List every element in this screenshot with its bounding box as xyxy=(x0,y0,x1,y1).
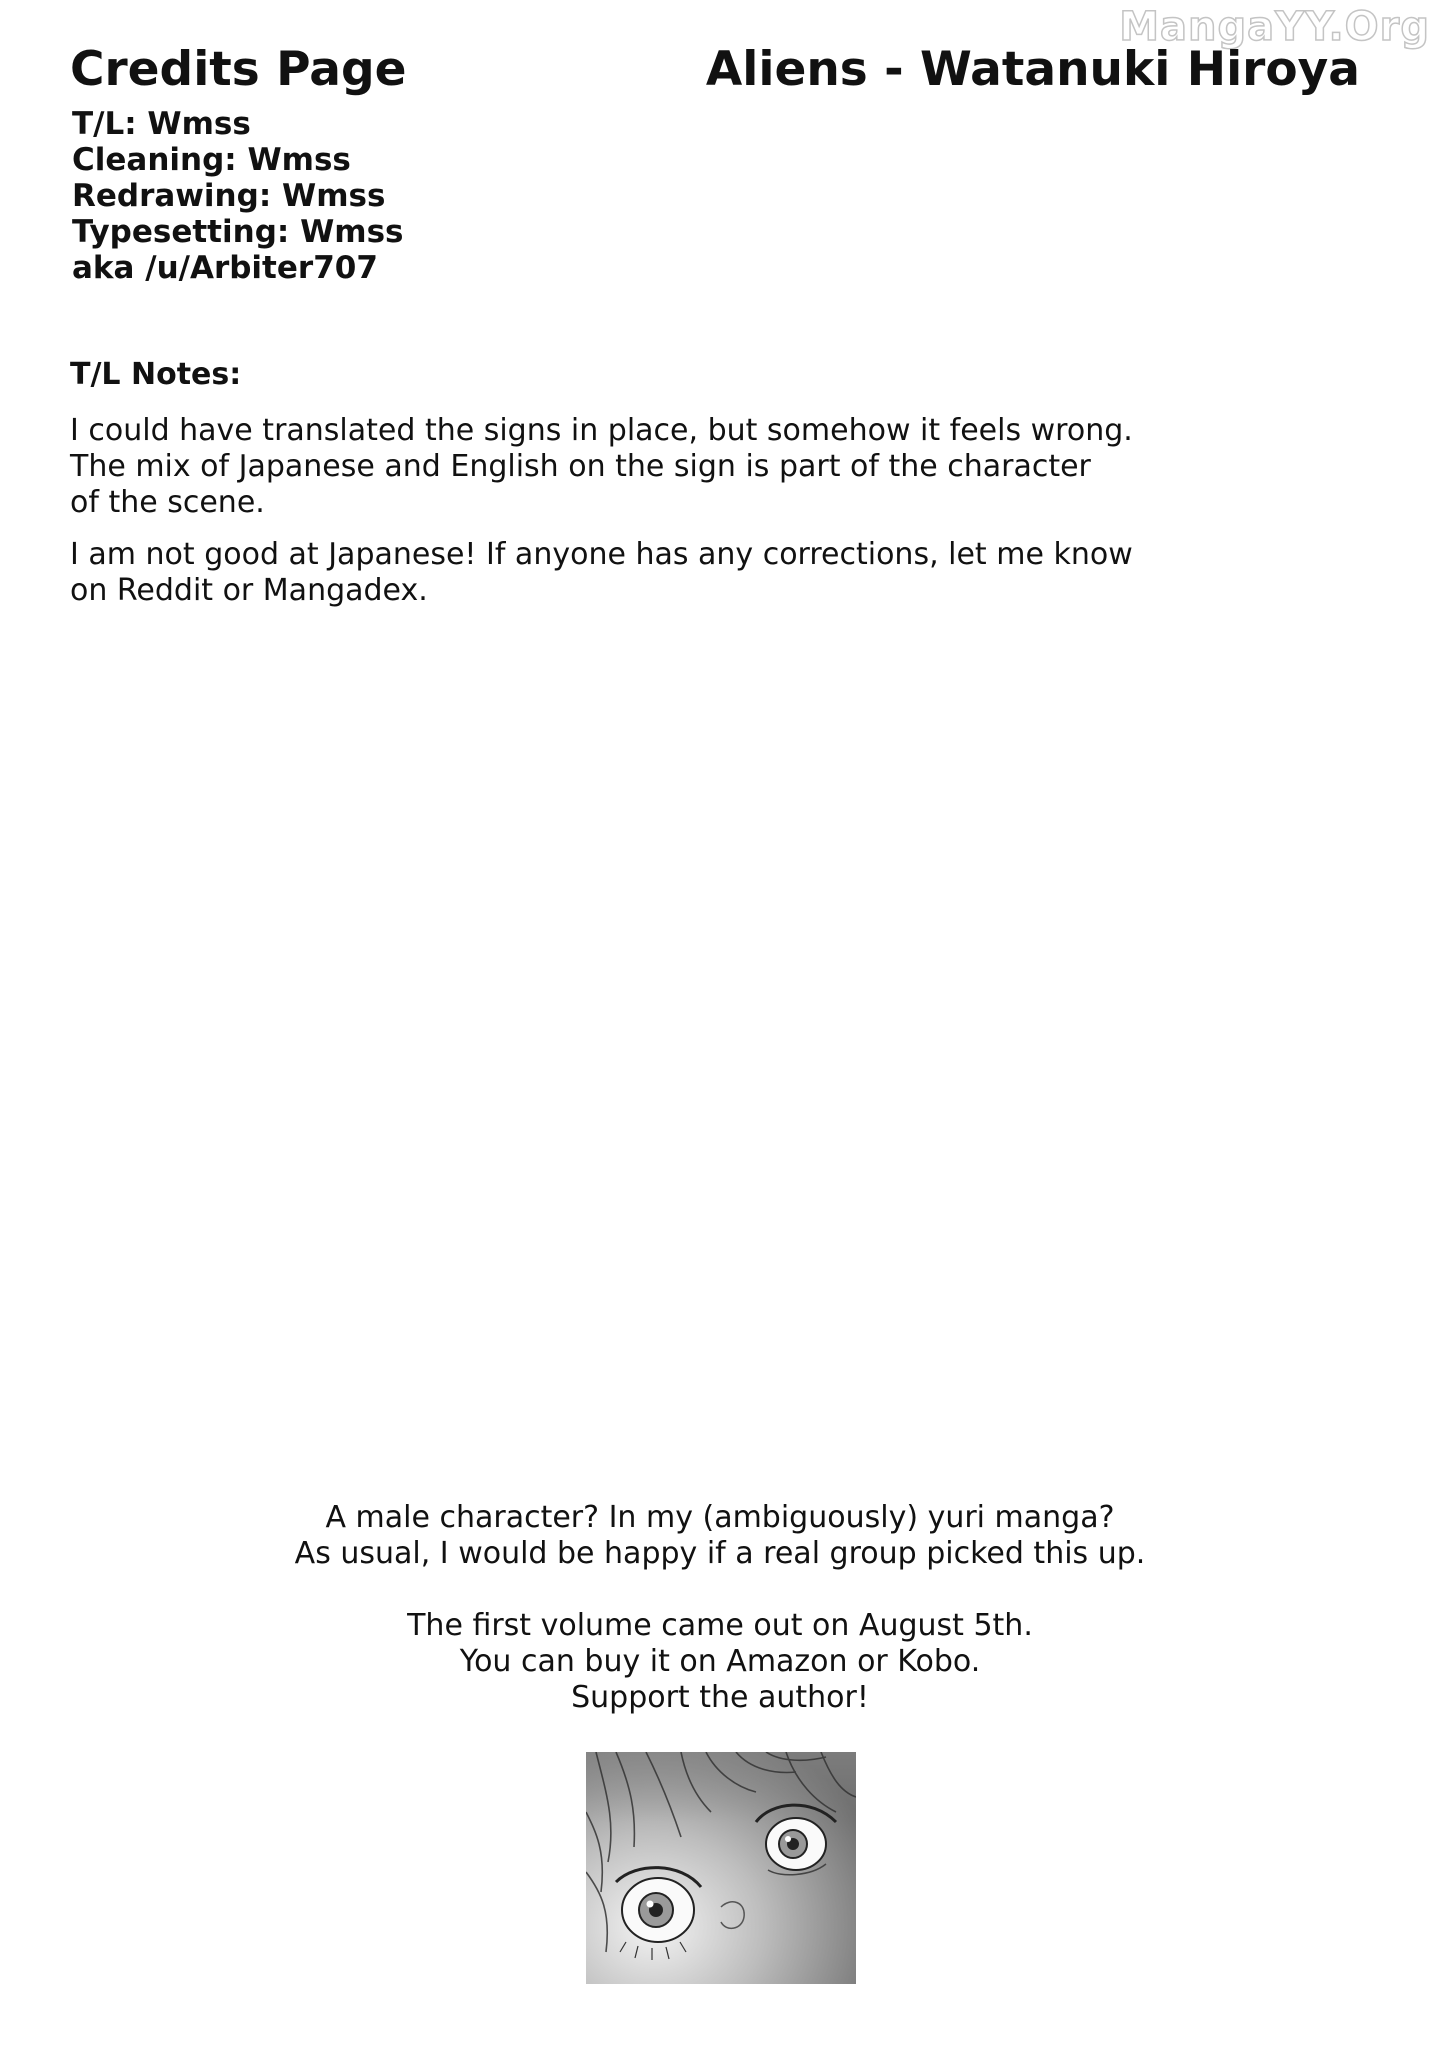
translation-notes xyxy=(70,355,1370,625)
notes-line: I am not good at Japanese! If anyone has any corrections, let me know xyxy=(70,537,1133,572)
credit-translation: T/L: Wmss xyxy=(72,106,251,142)
credit-typesetting: Typesetting: Wmss xyxy=(72,214,404,250)
site-watermark: MangaYY.Org xyxy=(1119,4,1430,50)
afterword-line: As usual, I would be happy if a real group picked this up. xyxy=(294,1536,1146,1571)
credit-redrawing: Redrawing: Wmss xyxy=(72,178,386,214)
notes-line: on Reddit or Mangadex. xyxy=(70,573,428,608)
afterword-line: Support the author! xyxy=(571,1680,869,1715)
manga-panel-illustration xyxy=(586,1752,856,1984)
afterword-line: A male character? In my (ambiguously) yuri manga? xyxy=(325,1500,1115,1535)
afterword-line: The first volume came out on August 5th. xyxy=(407,1608,1033,1643)
page-title: Credits Page xyxy=(70,42,407,97)
afterword-line: You can buy it on Amazon or Kobo. xyxy=(459,1644,981,1679)
notes-line: I could have translated the signs in place, but somehow it feels wrong. xyxy=(70,413,1133,448)
work-title: Aliens - Watanuki Hiroya xyxy=(705,42,1360,97)
notes-line: of the scene. xyxy=(70,485,265,520)
notes-paragraph xyxy=(70,413,1370,521)
afterword-block xyxy=(0,1500,1440,1572)
credit-cleaning: Cleaning: Wmss xyxy=(72,142,351,178)
credit-alias: aka /u/Arbiter707 xyxy=(72,250,378,286)
credits-list xyxy=(72,106,403,286)
afterword xyxy=(0,1500,1440,1752)
notes-paragraph xyxy=(70,537,1370,609)
notes-heading: T/L Notes: xyxy=(70,357,242,392)
notes-line: The mix of Japanese and English on the sign is part of the character xyxy=(70,449,1091,484)
illustration-drawing xyxy=(586,1752,856,1984)
afterword-block xyxy=(0,1608,1440,1716)
